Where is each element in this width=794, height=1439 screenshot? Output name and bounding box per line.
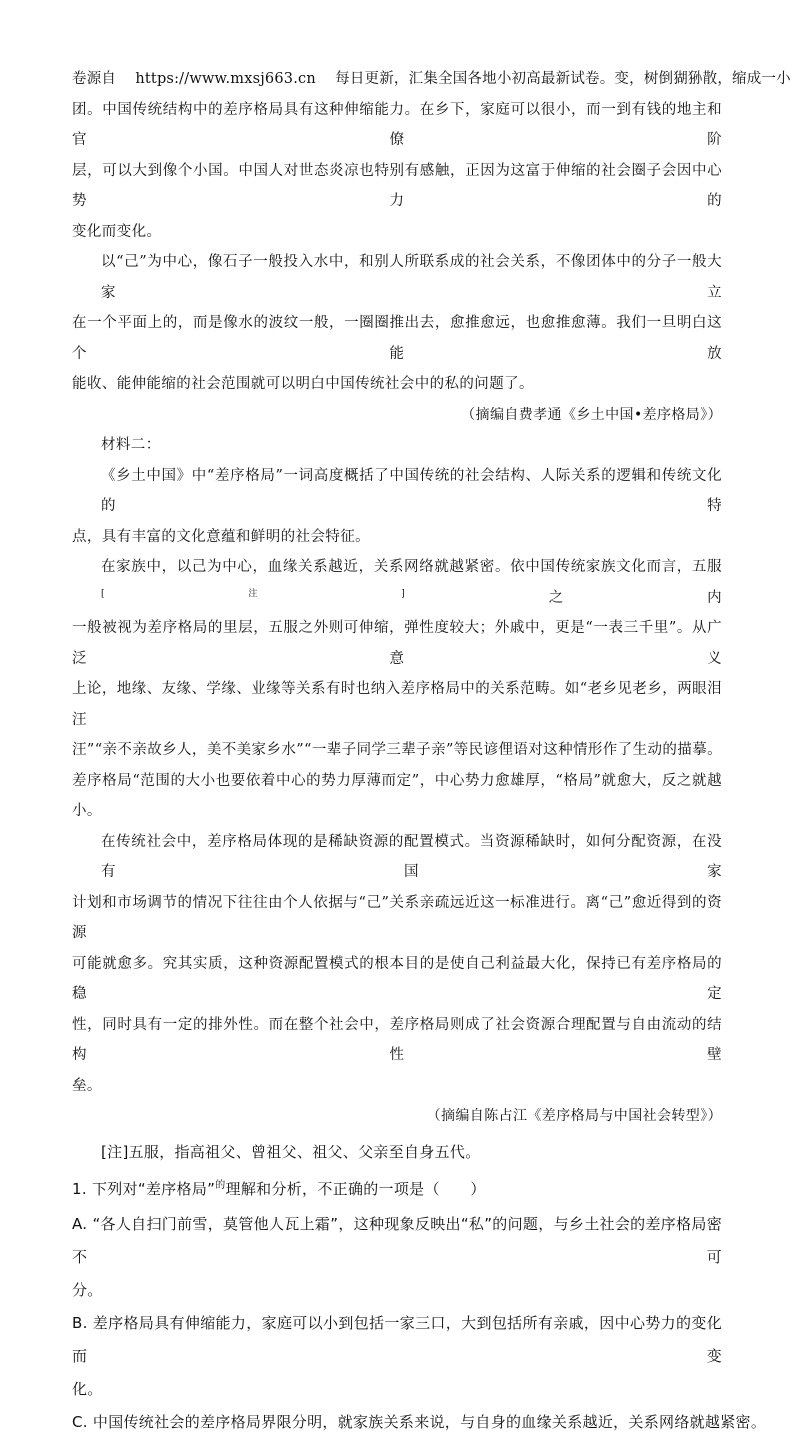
material2-para2-line: 上论，地缘、友缘、学缘、业缘等关系有时也纳入差序格局中的关系范畴。如“老乡见老乡，两眼泪汪: [72, 681, 722, 728]
material2-para1-line: 点，具有丰富的文化意蕴和鲜明的社会特征。: [72, 528, 370, 545]
option-b-line: B. 差序格局具有伸缩能力，家庭可以小到包括一家三口，大到包括所有亲戚，因中心势力的变化而变: [72, 1313, 722, 1365]
material1-para1-line: 层，可以大到像个小国。中国人对世态炎凉也特别有感触，正因为这富于伸缩的社会圈子会因中心势力的: [72, 162, 722, 209]
source-suffix: 每日更新，汇集全国各地小初高最新试卷。变，树倒猢狲散，缩成一小: [335, 71, 791, 87]
material2-para2-text: 之内: [405, 589, 722, 606]
material1-para2-line: 以“己”为中心，像石子一般投入水中，和别人所联系成的社会关系，不像团体中的分子一般大家立: [101, 254, 722, 301]
material2-para2-text: 在家族中，以己为中心，血缘关系越近，关系网络就越紧密。依中国传统家族文化而言，五服: [101, 559, 722, 575]
material2-para3-line: 可能就愈多。究其实质，这种资源配置模式的根本目的是使自己利益最大化，保持已有差序格局的稳定: [72, 955, 722, 1002]
material1-para2-line: 能收、能伸能缩的社会范围就可以明白中国传统社会中的私的问题了。: [72, 376, 534, 392]
option-b-line: 化。: [72, 1379, 103, 1398]
material2-title: 材料二：: [101, 437, 161, 453]
material1-para1-line: 团。中国传统结构中的差序格局具有这种伸缩能力。在乡下，家庭可以很小，而一到有钱的地主和官僚阶: [72, 101, 722, 148]
material1-source: （摘编自费孝通《乡土中国•差序格局》）: [461, 406, 722, 423]
material1-para2-line: 在一个平面上的，而是像水的波纹一般，一圈圈推出去，愈推愈远，也愈推愈薄。我们一旦明白这个能放: [72, 315, 722, 362]
material2-para2-line: 一般被视为差序格局的里层，五服之外则可伸缩，弹性度较大；外戚中，更是“一表三千里”。从广泛意义: [72, 620, 722, 667]
question-stem: [72, 1173, 722, 1208]
material2-para2-line: 小。: [72, 803, 102, 819]
question-stem-text: 理解和分析，不正确的一项是（ ）: [225, 1179, 486, 1198]
option-a-line: A. “各人自扫门前雪，莫管他人瓦上霜”，这种现象反映出“私”的问题，与乡土社会的差序格局密不可: [72, 1214, 722, 1266]
option-c-line: C. 中国传统社会的差序格局界限分明，就家族关系来说，与自身的血缘关系越近，关系网络就越紧密。: [72, 1412, 767, 1431]
option-a-line: 分。: [72, 1280, 103, 1299]
source-prefix: 卷源自: [72, 71, 117, 87]
question-stem-char: 的: [215, 1179, 226, 1191]
material2-para1-line: 《乡土中国》中“差序格局”一词高度概括了中国传统的社会结构、人际关系的逻辑和传统文化的特: [101, 467, 722, 514]
material2-para2-line: 汪”“亲不亲故乡人，美不美家乡水”“一辈子同学三辈子亲”等民谚俚语对这种情形作了生动的描摹。: [72, 742, 722, 758]
material2-source: （摘编自陈占江《差序格局与中国社会转型》）: [426, 1108, 722, 1124]
document-page: [72, 64, 791, 1439]
source-url[interactable]: https://www.mxsj663.cn: [135, 71, 316, 87]
footnote: [注]五服，指高祖父、曾祖父、祖父、父亲至自身五代。: [101, 1142, 481, 1161]
material2-para3-line: 性，同时具有一定的排外性。而在整个社会中，差序格局则成了社会资源合理配置与自由流动的结构性壁: [72, 1016, 722, 1063]
material2-para3-line: 计划和市场调节的情况下往往由个人依据与“己”关系亲疏远近这一标准进行。离“己”愈近得到的资源: [72, 894, 722, 941]
material2-para3-line: 垒。: [72, 1077, 102, 1094]
material2-para2-line: 差序格局“范围的大小也要依着中心的势力厚薄而定”，中心势力愈雄厚，“格局”就愈大，反之就越: [72, 772, 722, 789]
material1-para1-line: 变化而变化。: [72, 223, 162, 240]
question-stem-text: 1. 下列对“差序格局”: [72, 1179, 216, 1198]
material2-para2-line: [72, 552, 722, 613]
note-marker: [注]: [101, 588, 406, 599]
material2-para3-line: 在传统社会中，差序格局体现的是稀缺资源的配置模式。当资源稀缺时，如何分配资源，在没有国家: [101, 833, 722, 880]
source-header-line: [72, 64, 791, 95]
